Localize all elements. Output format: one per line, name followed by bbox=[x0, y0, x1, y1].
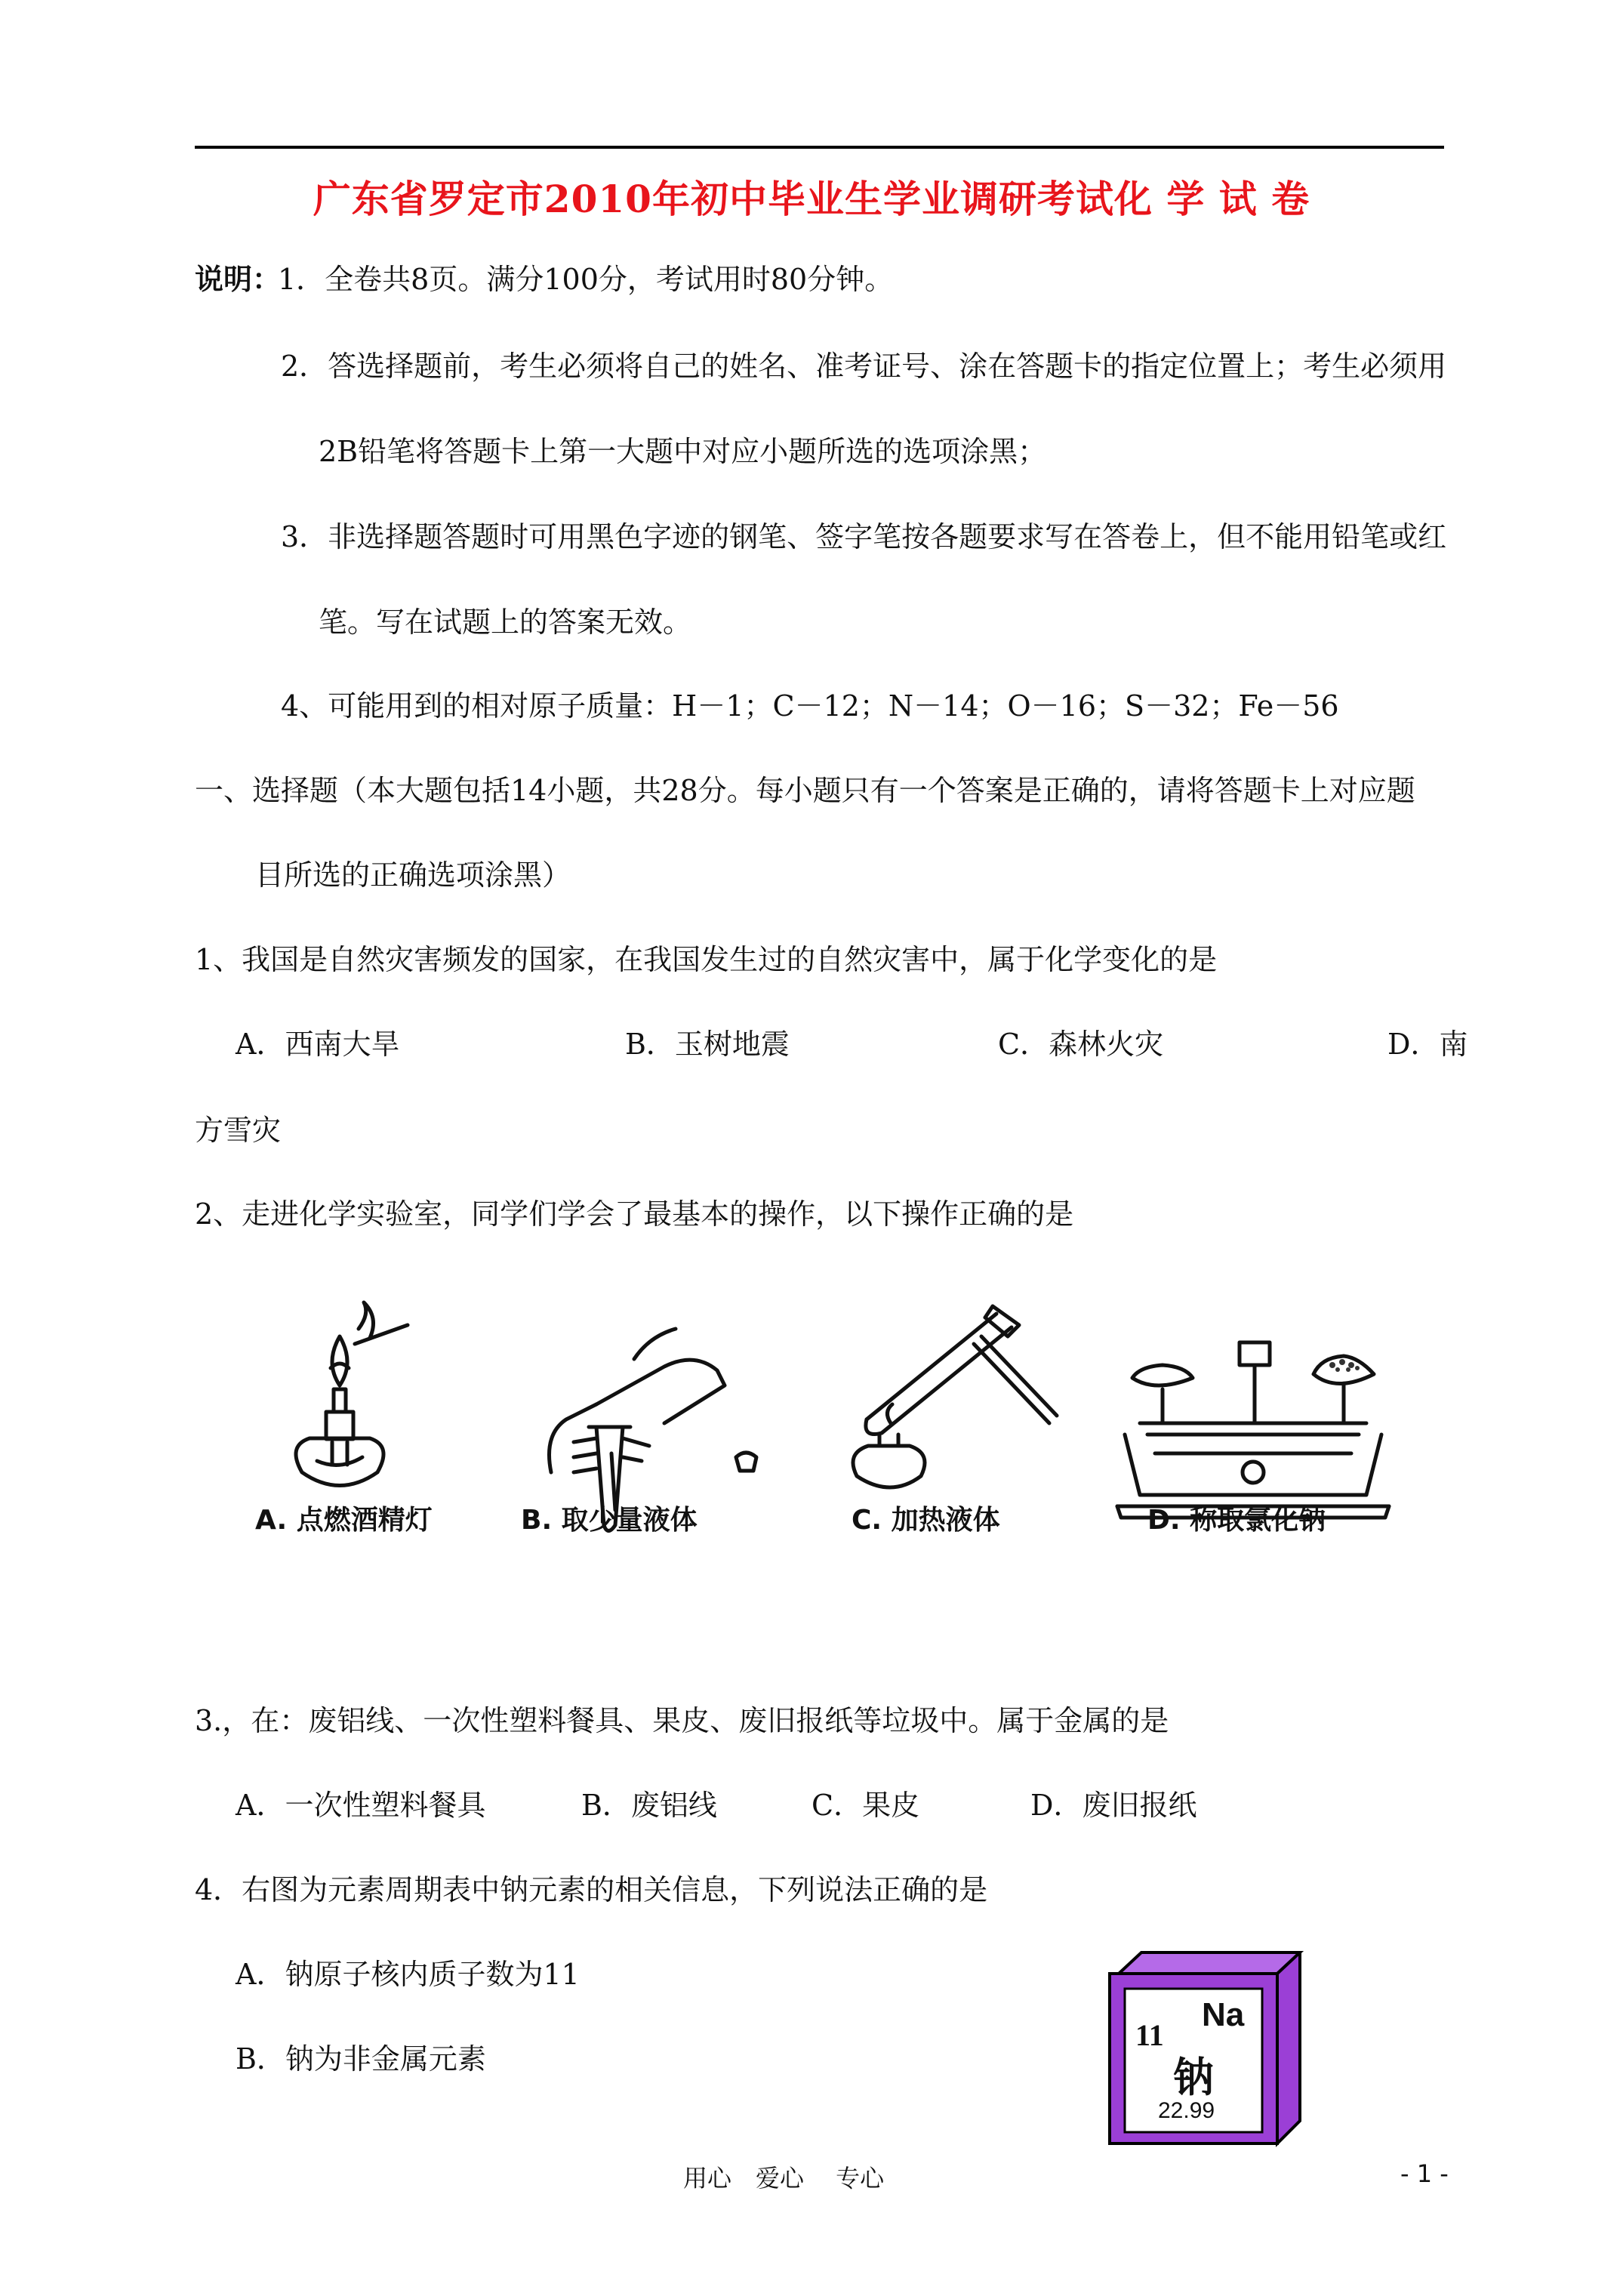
q3-option-a: A．一次性塑料餐具 bbox=[236, 1789, 486, 1822]
q1-option-c: C．森林火灾 bbox=[998, 1028, 1164, 1061]
q4-stem: 4．右图为元素周期表中钠元素的相关信息，下列说法正确的是 bbox=[195, 1873, 988, 1906]
note-2-cont: 2B铅笔将答题卡上第一大题中对应小题所选的选项涂黑； bbox=[319, 435, 1047, 468]
q2-caption-a: A. 点燃酒精灯 bbox=[255, 1505, 433, 1536]
alcohol-lamp-icon bbox=[296, 1302, 408, 1486]
q1-option-a: A．西南大旱 bbox=[236, 1028, 400, 1061]
q4-option-a: A．钠原子核内质子数为11 bbox=[236, 1958, 580, 1991]
q1-stem: 1、我国是自然灾害频发的国家，在我国发生过的自然灾害中，属于化学变化的是 bbox=[195, 943, 1218, 976]
sodium-element-card bbox=[1104, 1951, 1307, 2147]
element-name: 钠 bbox=[1173, 2054, 1214, 2101]
q1-option-b: B．玉树地震 bbox=[625, 1028, 790, 1061]
note-3-cont: 笔。写在试题上的答案无效。 bbox=[319, 606, 692, 639]
note-4: 4、可能用到的相对原子质量：H－1；C－12；N－14；O－16；S－32；Fe－56 bbox=[281, 689, 1339, 723]
exam-title: 广东省罗定市2010年初中毕业生学业调研考试化 学 试 卷 bbox=[313, 177, 1310, 221]
atomic-mass: 22.99 bbox=[1158, 2098, 1215, 2123]
section-heading-cont: 目所选的正确选项涂黑） bbox=[255, 858, 571, 892]
q3-option-d: D．废旧报纸 bbox=[1030, 1789, 1197, 1822]
atomic-number: 11 bbox=[1135, 2018, 1164, 2052]
q1-option-d: D．南 bbox=[1387, 1028, 1468, 1061]
q2-stem: 2、走进化学实验室，同学们学会了最基本的操作，以下操作正确的是 bbox=[195, 1197, 1074, 1231]
note-2: 2．答选择题前，考生必须将自己的姓名、准考证号、涂在答题卡的指定位置上；考生必须用 bbox=[281, 350, 1447, 383]
q2-caption-b: B. 取少量液体 bbox=[521, 1505, 698, 1536]
q3-option-b: B．废铝线 bbox=[581, 1789, 717, 1822]
page-number: - 1 - bbox=[1400, 2159, 1449, 2188]
q2-caption-c: C. 加热液体 bbox=[852, 1505, 1000, 1536]
footer-motto: 用心 爱心 专心 bbox=[683, 2164, 885, 2193]
note-1: 1．全卷共8页。满分100分，考试用时80分钟。 bbox=[278, 263, 894, 296]
note-3: 3．非选择题答题时可用黑色字迹的钢笔、签字笔按各题要求写在答卷上，但不能用铅笔或红 bbox=[281, 520, 1447, 553]
heating-test-tube-icon bbox=[853, 1306, 1057, 1487]
q3-option-c: C．果皮 bbox=[812, 1789, 920, 1822]
q3-stem: 3.，在：废铝线、一次性塑料餐具、果皮、废旧报纸等垃圾中。属于金属的是 bbox=[195, 1704, 1169, 1737]
q1-option-d-cont: 方雪灾 bbox=[195, 1114, 282, 1147]
section-heading: 一、选择题（本大题包括14小题，共28分。每小题只有一个答案是正确的，请将答题卡上对应题 bbox=[195, 774, 1415, 807]
header-rule bbox=[195, 146, 1444, 149]
notes-label: 说明： bbox=[195, 262, 282, 296]
q2-caption-d: D. 称取氯化钠 bbox=[1147, 1505, 1326, 1536]
q4-option-b: B．钠为非金属元素 bbox=[236, 2042, 486, 2076]
element-symbol: Na bbox=[1202, 1996, 1245, 2033]
